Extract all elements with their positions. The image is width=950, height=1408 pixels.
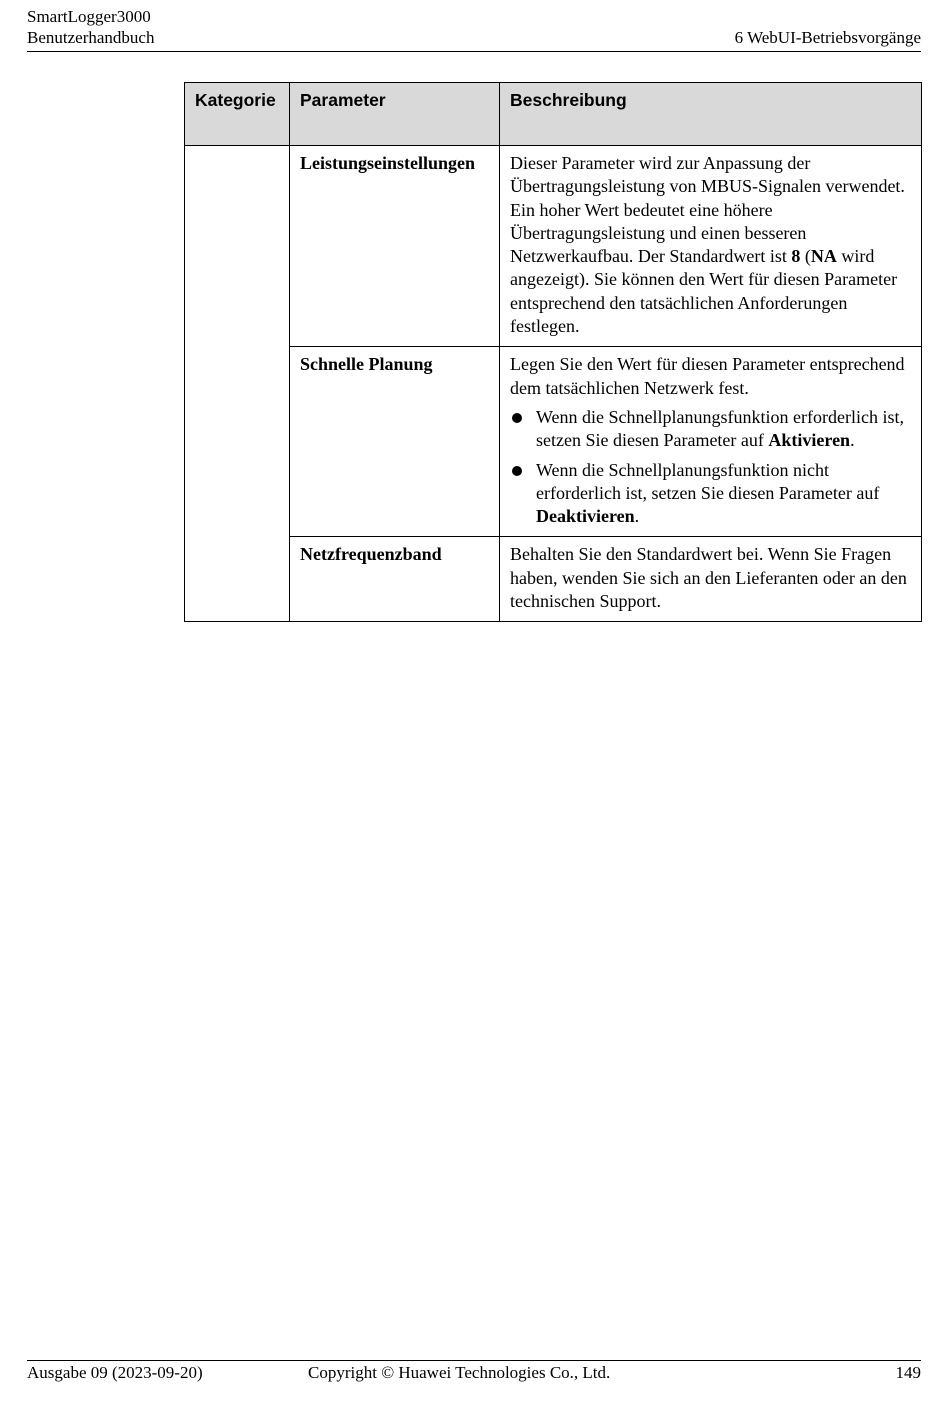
column-header-category: Kategorie (185, 83, 290, 146)
copyright-notice: Copyright © Huawei Technologies Co., Ltd. (308, 1363, 611, 1382)
bullet-text: . (850, 430, 855, 451)
product-name: SmartLogger3000 (27, 7, 151, 26)
header-left (27, 6, 154, 48)
table-header-row (185, 83, 922, 146)
page-number: 149 (895, 1363, 921, 1382)
description-cell (500, 146, 922, 347)
parameter-table (184, 82, 922, 622)
bullet-text: Wenn die Schnellplanungsfunktion erforderlich ist, setzen Sie diesen Parameter auf (536, 406, 904, 451)
description-part: Dieser Parameter wird zur Anpassung der Übertragungsleistung von MBUS-Signalen verwendet. Ein hoher Wert bedeutet eine höhere Übertragungsleistung und einen besseren Netzwerkaufbau. Der Standardwert ist (510, 153, 905, 267)
description-text: Behalten Sie den Standardwert bei. Wenn Sie Fragen haben, wenden Sie sich an den Lieferanten oder an den technischen Support. (510, 544, 907, 612)
parameter-cell: Netzfrequenzband (290, 537, 500, 622)
page-footer (27, 1360, 921, 1382)
description-part: wird angezeigt). Sie können den Wert für diesen Parameter entsprechend den tatsächlichen Anforderungen festlegen. (510, 246, 898, 337)
edition-info: Ausgabe 09 (2023-09-20) (27, 1363, 203, 1382)
parameter-cell: Leistungseinstellungen (290, 146, 500, 347)
column-header-description: Beschreibung (500, 83, 922, 146)
manual-title: Benutzerhandbuch (27, 28, 155, 47)
option-value: Aktivieren (768, 430, 851, 451)
default-value: 8 (791, 246, 801, 267)
bullet-list (510, 406, 912, 528)
table-row (185, 537, 922, 622)
column-header-parameter: Parameter (290, 83, 500, 146)
category-cell (185, 146, 290, 622)
list-item (510, 459, 912, 529)
description-part: ( (800, 246, 811, 267)
description-text: Legen Sie den Wert für diesen Parameter entsprechend dem tatsächlichen Netzwerk fest. (510, 354, 905, 398)
chapter-title: 6 WebUI-Betriebsvorgänge (734, 28, 921, 47)
displayed-value: NA (810, 246, 837, 267)
description-cell (500, 347, 922, 537)
description-text (510, 152, 912, 338)
table-row (185, 347, 922, 537)
page-header (27, 6, 921, 52)
description-cell (500, 537, 922, 622)
bullet-text: . (634, 506, 640, 527)
bullet-text: Wenn die Schnellplanungsfunktion nicht erforderlich ist, setzen Sie diesen Parameter auf (536, 459, 880, 503)
option-value: Deaktivieren (536, 506, 635, 527)
list-item (510, 406, 912, 453)
table-row (185, 146, 922, 347)
parameter-cell: Schnelle Planung (290, 347, 500, 537)
